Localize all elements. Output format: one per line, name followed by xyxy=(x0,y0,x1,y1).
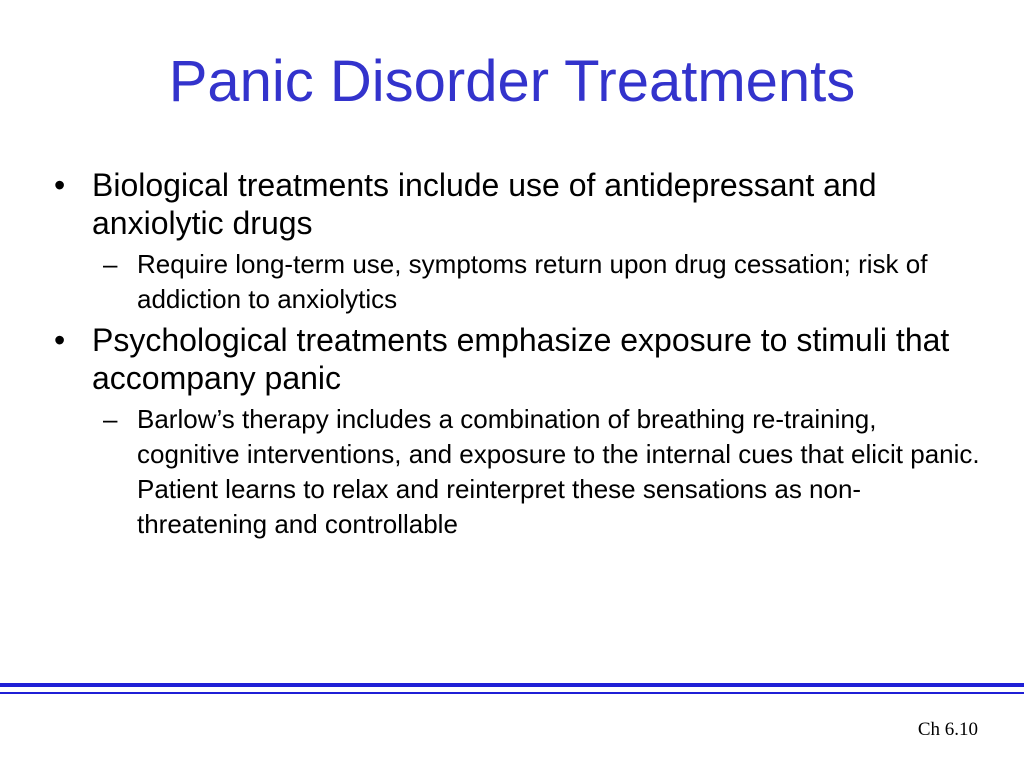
dash-icon: – xyxy=(103,249,118,279)
footer-divider-thick xyxy=(0,683,1024,687)
bullet-item-2 xyxy=(52,321,982,397)
bullet-text: Biological treatments include use of antidepressant and anxiolytic drugs xyxy=(92,167,877,241)
sub-bullet-item-1 xyxy=(103,247,982,317)
footer-divider-thin xyxy=(0,692,1024,694)
slide-body xyxy=(52,166,982,546)
footer-divider xyxy=(0,683,1024,696)
bullet-item-1 xyxy=(52,166,982,242)
bullet-icon: • xyxy=(54,322,66,358)
dash-icon: – xyxy=(103,404,118,434)
sub-bullet-text: Require long-term use, symptoms return upon drug cessation; risk of addiction to anxiolytics xyxy=(137,249,928,314)
slide-title: Panic Disorder Treatments xyxy=(168,49,856,114)
page-number: Ch 6.10 xyxy=(917,719,978,740)
sub-bullet-item-2 xyxy=(103,402,982,542)
sub-bullet-text: Barlow’s therapy includes a combination of breathing re-training, cognitive interventions, and exposure to the internal cues that elicit panic. Patient learns to relax and reinterpret these sensations as non-threatening and controllable xyxy=(137,404,980,539)
bullet-text: Psychological treatments emphasize exposure to stimuli that accompany panic xyxy=(92,322,950,396)
bullet-icon: • xyxy=(54,167,66,203)
